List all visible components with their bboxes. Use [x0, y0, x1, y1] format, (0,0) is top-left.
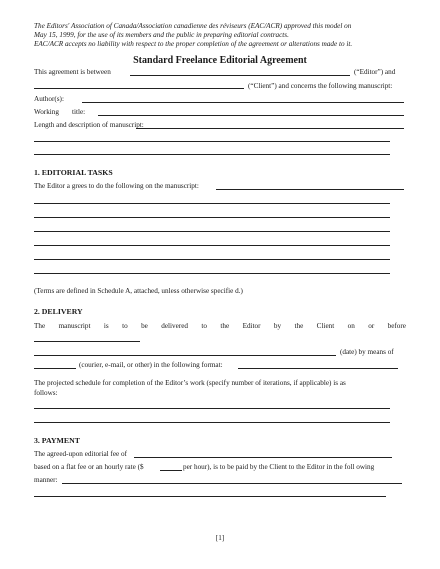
delivery-word: by	[273, 322, 282, 330]
delivery-word: manuscript	[58, 322, 91, 330]
client-name-field[interactable]	[34, 88, 244, 89]
format-field[interactable]	[238, 368, 398, 369]
delivery-word: on	[347, 322, 355, 330]
notice-line-2: May 15, 1999, for the use of its members and the public in preparing editorial contracts.	[34, 31, 289, 39]
editor-tag: (“Editor”) and	[354, 68, 396, 76]
delivery-word: Editor	[242, 322, 261, 330]
notice-line-3: EAC/ACR accepts no liability with respect to the proper completion of the agreement or alterations made to it.	[34, 40, 353, 48]
schedule-field-2[interactable]	[34, 422, 390, 423]
working-title-label-a: Working	[34, 108, 59, 116]
delivery-word: the	[294, 322, 304, 330]
client-tag: (“Client”) and concerns the following manuscript:	[248, 82, 393, 90]
delivery-details-field[interactable]	[34, 355, 336, 356]
delivery-sentence	[34, 322, 406, 330]
delivery-word: The	[34, 322, 46, 330]
authors-label: Author(s):	[34, 95, 64, 103]
fee-label: The agreed-upon editorial fee of	[34, 450, 127, 458]
authors-field[interactable]	[82, 102, 404, 103]
means-label: (date) by means of	[340, 348, 394, 356]
tasks-line-1[interactable]	[34, 203, 390, 204]
tasks-intro: The Editor a grees to do the following on the manuscript:	[34, 182, 199, 190]
description-line-1[interactable]	[34, 141, 390, 142]
delivery-word: to	[201, 322, 207, 330]
delivery-means-field[interactable]	[34, 368, 76, 369]
rate-label-b: per hour), is to be paid by the Client to the Editor in the foll owing	[183, 463, 375, 471]
tasks-line-6[interactable]	[34, 273, 390, 274]
rate-label-a: based on a flat fee or an hourly rate ($	[34, 463, 144, 471]
delivery-word: the	[220, 322, 230, 330]
tasks-line-2[interactable]	[34, 217, 390, 218]
tasks-line-3[interactable]	[34, 231, 390, 232]
delivery-date-field[interactable]	[34, 341, 140, 342]
editor-name-field[interactable]	[130, 75, 350, 76]
working-title-field[interactable]	[98, 115, 404, 116]
schedule-line-2: follows:	[34, 389, 58, 397]
delivery-word: or	[368, 322, 375, 330]
section-3-heading: 3. PAYMENT	[34, 436, 80, 445]
manner-label: manner:	[34, 476, 58, 484]
tasks-field[interactable]	[216, 189, 404, 190]
length-field[interactable]	[136, 128, 404, 129]
delivery-word: Client	[316, 322, 335, 330]
tasks-line-4[interactable]	[34, 245, 390, 246]
delivery-word: delivered	[161, 322, 189, 330]
working-title-label-b: title:	[72, 108, 86, 116]
schedule-field-1[interactable]	[34, 408, 390, 409]
hourly-rate-field[interactable]	[160, 470, 182, 471]
notice-line-1: The Editors' Association of Canada/Association canadienne des réviseurs (EAC/ACR) approved this model on	[34, 22, 352, 30]
fee-field[interactable]	[134, 457, 392, 458]
document-title: Standard Freelance Editorial Agreement	[133, 55, 307, 66]
section-2-heading: 2. DELIVERY	[34, 307, 83, 316]
delivery-word: be	[141, 322, 148, 330]
description-line-2[interactable]	[34, 154, 390, 155]
page-number: [1]	[215, 534, 225, 542]
delivery-word: before	[387, 322, 406, 330]
courier-label: (courier, e-mail, or other) in the following format:	[79, 361, 223, 369]
terms-note: (Terms are defined in Schedule A, attached, unless otherwise specifie d.)	[34, 287, 243, 295]
tasks-line-5[interactable]	[34, 259, 390, 260]
delivery-word: is	[103, 322, 109, 330]
section-1-heading: 1. EDITORIAL TASKS	[34, 168, 113, 177]
schedule-line-1: The projected schedule for completion of the Editor’s work (specify number of iterations, if applicable) is as	[34, 379, 346, 387]
length-label: Length and description of manuscript:	[34, 121, 144, 129]
delivery-word: to	[122, 322, 128, 330]
between-label: This agreement is between	[34, 68, 111, 76]
manner-line-2[interactable]	[34, 496, 386, 497]
manner-field[interactable]	[62, 483, 402, 484]
